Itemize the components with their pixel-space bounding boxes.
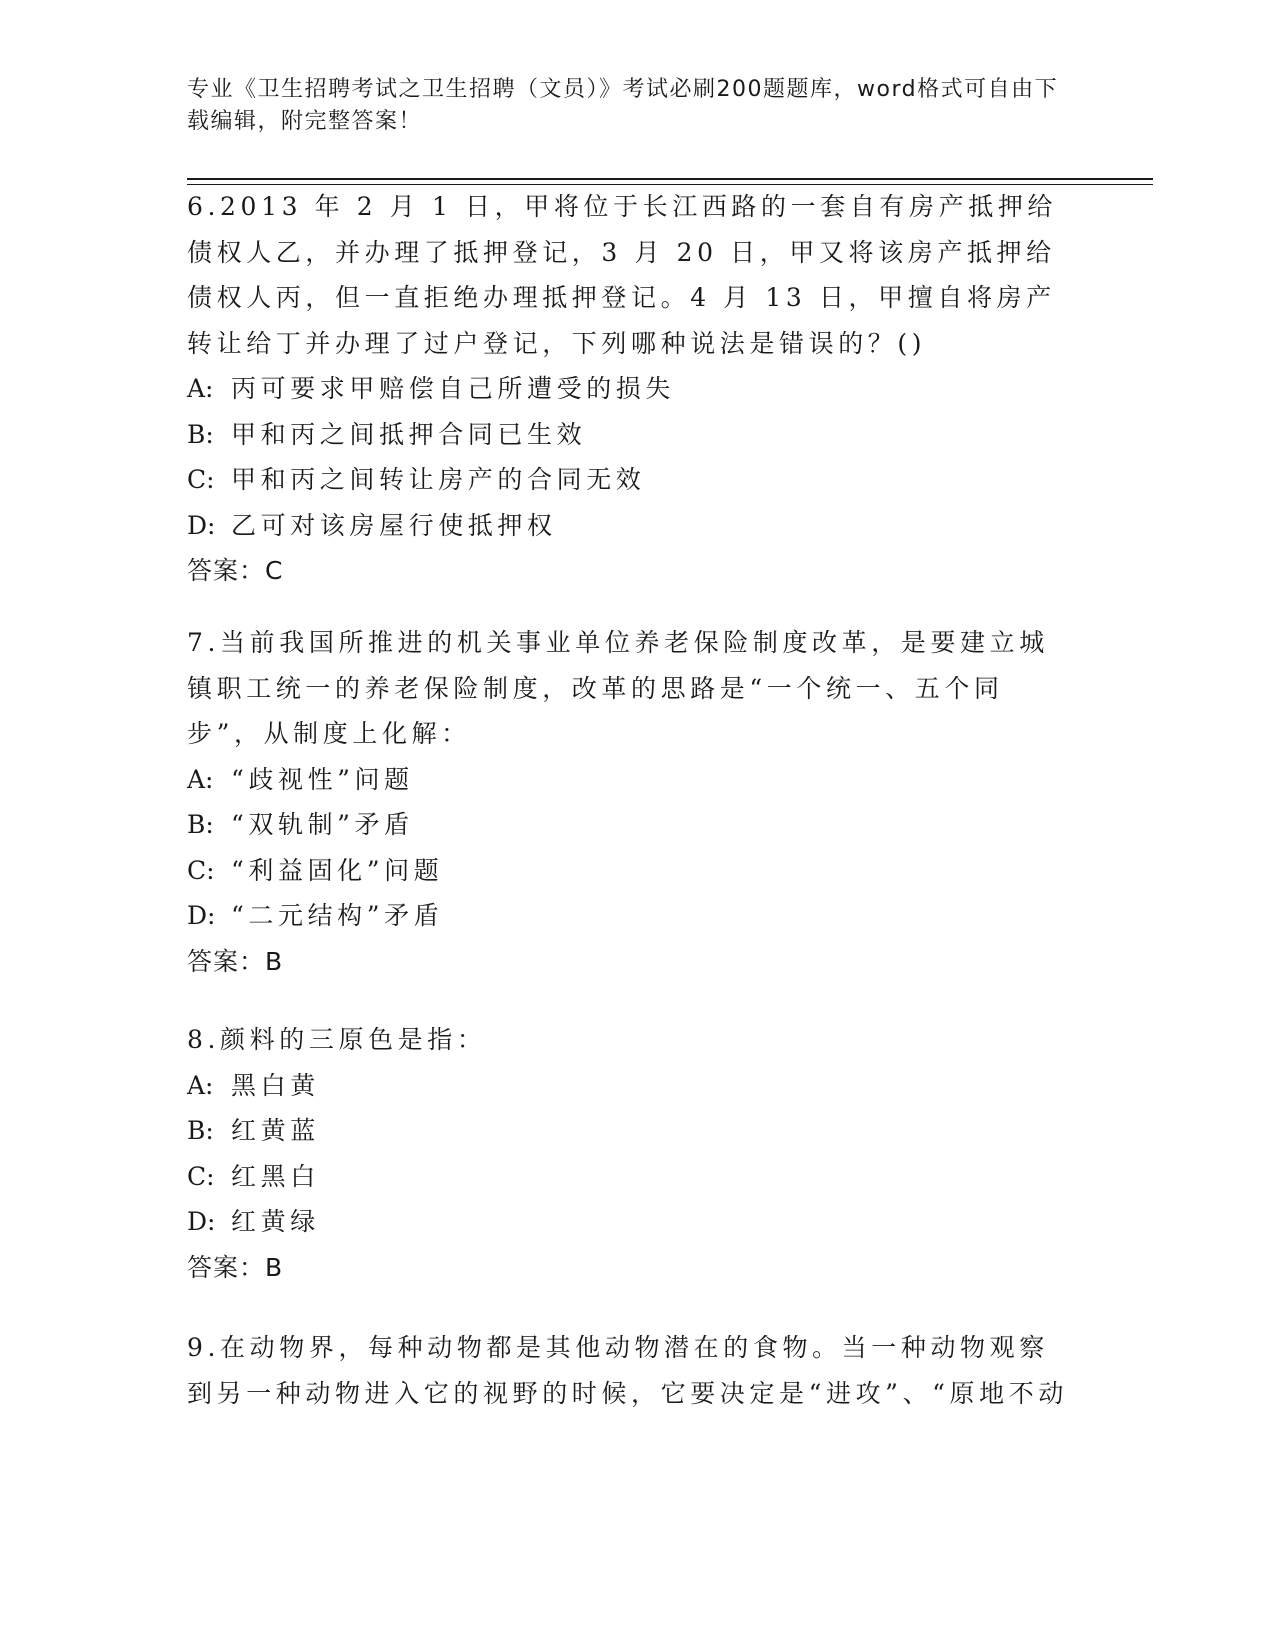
option-key: B: (187, 1116, 214, 1145)
option-key: D: (187, 901, 216, 930)
option-text: 红黄绿 (231, 1207, 320, 1236)
option-key: C: (187, 1161, 215, 1191)
option-text: “歧视性”问题 (231, 764, 414, 794)
option-c (187, 1154, 1077, 1200)
header-title: 专业《卫生招聘考试之卫生招聘（文员）》考试必刷200题题库，word格式可自由下载编辑，附完整答案！ (187, 77, 1059, 134)
option-text: 甲和丙之间转让房产的合同无效 (231, 465, 646, 494)
option-text: 乙可对该房屋行使抵押权 (231, 510, 557, 540)
question-stem: 9.在动物界，每种动物都是其他动物潜在的食物。当一种动物观察到另一种动物进入它的视野的时候，它要决定是“进攻”、“原地不动 (187, 1333, 1068, 1408)
option-c (187, 457, 1077, 503)
option-key: C: (187, 465, 215, 494)
question-6 (187, 184, 1077, 594)
question-stem: 8.颜料的三原色是指： (187, 1025, 487, 1054)
option-b (187, 802, 1077, 848)
option-d (187, 893, 1077, 939)
option-text: “利益固化”问题 (231, 855, 444, 885)
option-key: A: (187, 764, 214, 794)
option-text: 红黑白 (231, 1161, 320, 1191)
option-c (187, 848, 1077, 894)
option-text: “双轨制”矛盾 (231, 810, 414, 839)
answer-line: 答案：B (187, 946, 284, 976)
answer-line: 答案：B (187, 1252, 284, 1282)
answer-line: 答案：C (187, 556, 284, 585)
option-text: 甲和丙之间抵押合同已生效 (231, 419, 587, 449)
option-b (187, 412, 1077, 458)
option-key: C: (187, 855, 215, 885)
option-a (187, 757, 1077, 803)
option-key: D: (187, 1207, 216, 1236)
option-text: 黑白黄 (231, 1070, 320, 1100)
option-text: 红黄蓝 (231, 1116, 320, 1145)
option-a (187, 1063, 1077, 1109)
option-b (187, 1108, 1077, 1154)
question-stem: 6.2013 年 2 月 1 日，甲将位于长江西路的一套自有房产抵押给债权人乙，并办理了抵押登记，3 月 20 日，甲又将该房产抵押给债权人丙，但一直拒绝办理抵押登记。4 月 13 日，甲擅自将房产转让给丁并办理了过户登记，下列哪种说法是错误的？() (187, 192, 1058, 358)
question-8 (187, 1017, 1077, 1291)
option-key: B: (187, 419, 214, 449)
option-d (187, 1199, 1077, 1245)
option-key: B: (187, 810, 214, 839)
option-a (187, 366, 1077, 412)
option-key: D: (187, 510, 216, 540)
option-text: “二元结构”矛盾 (231, 901, 444, 930)
option-key: A: (187, 374, 214, 403)
option-d (187, 503, 1077, 549)
option-key: A: (187, 1070, 214, 1100)
question-9 (187, 1325, 1077, 1416)
document-header (187, 74, 1067, 138)
option-text: 丙可要求甲赔偿自己所遭受的损失 (231, 374, 676, 403)
question-stem: 7.当前我国所推进的机关事业单位养老保险制度改革，是要建立城镇职工统一的养老保险制度，改革的思路是“一个统一、五个同步”，从制度上化解： (187, 628, 1049, 748)
header-divider-thick (187, 178, 1153, 180)
question-7 (187, 620, 1077, 985)
